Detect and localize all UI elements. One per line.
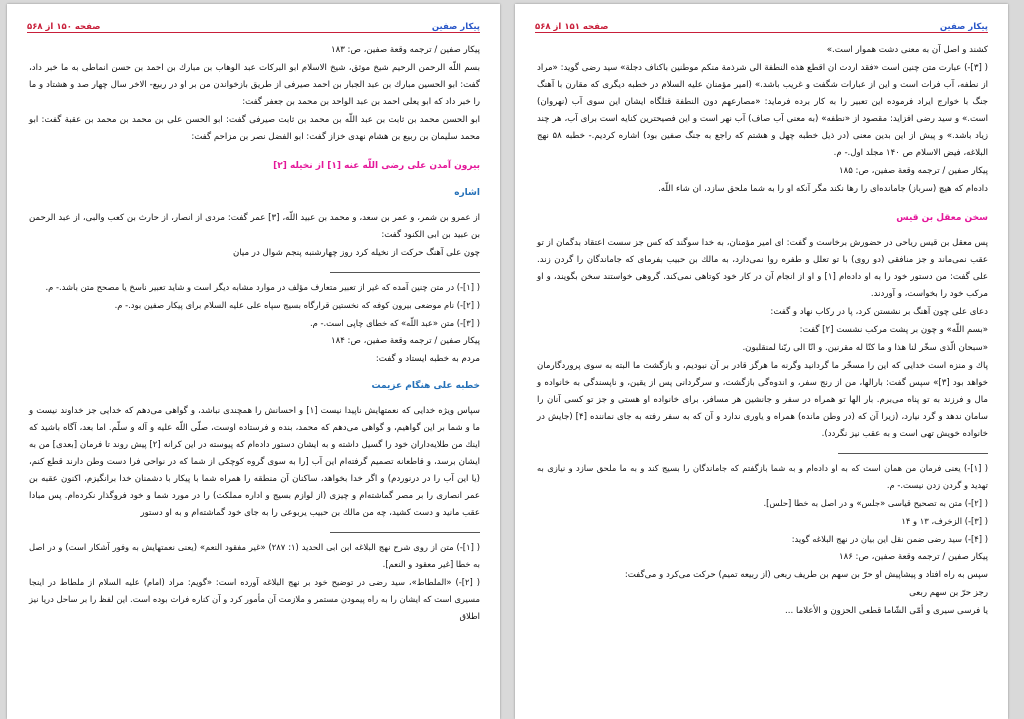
page-text — [29, 42, 480, 719]
paragraph: يا فرسى سيرى و أمّى الشّاما قطعى الحزون و الأعلاما ... — [785, 606, 988, 616]
paragraph: مردم به خطبه ايستاد و گفت: — [375, 354, 480, 364]
paragraph: پیکار صفین / ترجمه وقعة صفین، ص: ۱۸۶ — [838, 552, 988, 562]
footnote: ( [۱]-) در متن چنين آمده كه غير از تعبير متعارف مؤلف در موارد مشابه ديگر است و شايد تعبير ناسخ يا مصحح متن باشد.- م. — [45, 282, 480, 292]
paragraph: سپاس ويژه خدايى كه نعمتهايش ناپيدا نيست [۱] و احسانش را همچندى نباشد، و گواهى مى‌دهم كه خدايى جز خداوند نيست و ما و شما بر اين گواهيم، و گواهى مى‌دهم كه محمد، بنده و فرستاده اوست، صلّى اللّه عليه و آله و سلّم. اما بعد، آگاه باشيد كه اينك من طلايه‌داران خود را گسيل داشته و به ايشان دستور داده‌ام كه پيوسته در اين كرانه [۲] پيش روند تا فرمان [بعدى] من به ايشان برسد، و قاطعانه تصميم گرفته‌ام اين آب [را به سوى گروه كوچكى از شما كه در نواحى فرا دست وطن دارند قطع كنم، (يا اين آب را در درنوردم) و اگر خدا بخواهد، ساكنان آن منطقه را همراه شما با پيكار با دشمنان خدا برانگيزم، اكنون عقبه بن عمر انصارى را بر مصر گماشته‌ام و چيزى (از لوازم بسيج و اداره مملكت) را در مورد شما و خود فروگذار نكرده‌ام. پس مبادا عقب مانيد و دست كشيد، چه من مالك بن حبيب يربوعى را به جاى خود گماشته‌ام و به او دستور — [29, 406, 481, 518]
page-left — [7, 4, 500, 719]
footnote: ( [۱]-) يعنى فرمان من همان است كه به او داده‌ام و به شما بازگفتم كه جاماندگان را بسيج كند و به ما ملحق سازد و نيازى به تهديد و گردن زدن نيست.- م. — [537, 463, 988, 490]
footnote: ( [۴]-) سيد رضى ضمن نقل اين بيان در نهج البلاغه گويد: — [791, 534, 988, 544]
footnote: ( [۲]-) متن به تصحيح قياسى «جلس» و در اصل به خطا [حلس]. — [763, 498, 988, 508]
paragraph: كشند و اصل آن به معنى دشت هموار است.» — [826, 45, 988, 55]
paragraph: پیکار صفین / ترجمه وقعة صفین، ص: ۱۸۴ — [330, 336, 480, 346]
header-book-title: پیکار صفین — [939, 22, 988, 32]
page-right — [515, 4, 1008, 719]
paragraph: سپس به راه افتاد و پيشاپيش او حرّ بن سهم بن طريف ربعى (از ربيعه تميم) حركت مى‌كرد و مى‌گفت: — [624, 570, 988, 580]
page-text — [537, 42, 988, 719]
paragraph: چون على آهنگ حركت از نخيله كرد روز چهارشنبه پنجم شوال در ميان — [232, 248, 480, 258]
paragraph: «سبحان الّذى سخّر لنا هذا و ما كنّا له مقرنين. و انّا الى ربّنا لمنقلبون. — [742, 343, 988, 353]
page-header — [27, 16, 480, 33]
section-heading: سخن معقل بن قيس — [896, 213, 988, 223]
footnote: ( [۳]-) متن «عبد اللّه» كه خطاى چاپى است.- م. — [309, 318, 480, 328]
paragraph: دعاى على چون آهنگ بر نشستن كرد، پا در ركاب نهاد و گفت: — [770, 307, 988, 317]
paragraph: از عمرو بن شمر، و عمر بن سعد، و محمد بن عبيد اللّه، [۳] عمر گفت: مردى از انصار، از حارث بن كعب والبى، از عبد الرحمن بن عبيد بن ابى الكنود گفت: — [29, 213, 480, 240]
footnote: ( [۲]-) «الملطاط»، سيد رضى در توضيح خود بر نهج البلاغه آورده است: «گويم: مراد (امام) عليه السلام از ملطاط در اينجا مسيرى است كه ايشان را به راه پيمودن مستمر و ملازمت آن مأمور كرد و آن كناره فرات بوده است. اين لفظ را بر ساحل دريا نيز اطلاق — [29, 577, 480, 621]
paragraph: ( [۳]-) عبارت متن چنين است «فقد اردت ان اقطع هذه النطفة الى شرذمة منكم موطنين باكناف دجلة» سيد رضى گويد: «مراد از نطفه، آب فرات است و اين از عبارات شگفت و غريب باشد.» (امير مؤمنان عليه السلام در خطبه ديگرى كه مقارن با آهنگ جنگ با خوارج ايراد فرموده اين تعبير را به كار برده فرمايد: «مصارعهم دون النطفة قتلگاه ايشان اين سوى آب (نهروان) است.» و سيد رضى افزايد: مقصود از «نطفه» (به معنى آب صاف) آب نهر است و اين فصيحترين كنايه است براى آب، هر چند زياد باشد.» و پيش از اين بدين معنى (در ذيل خطبه چهل و هشتم كه راجع به جنگ صفين بود) اشاره كرديم.- خطبه ۵۸ نهج البلاغه، فيض الاسلام ص ۱۴۰ مجلد اول.- م. — [537, 63, 988, 158]
footnote: ( [۲]-) نام موضعى بيرون كوفه كه نخستين قرارگاه بسيج سپاه على عليه السلام براى پيكار صفين بود.- م. — [114, 300, 480, 310]
paragraph: «بسم اللّه» و چون بر پشت مركب نشست [۲] گفت: — [799, 325, 988, 335]
paragraph: پیکار صفین / ترجمه وقعة صفین، ص: ۱۸۳ — [330, 45, 480, 55]
paragraph: پیکار صفین / ترجمه وقعة صفین، ص: ۱۸۵ — [838, 166, 988, 176]
page-header — [535, 16, 988, 33]
subsection-heading: اشاره — [454, 188, 480, 198]
header-page-number: صفحه ۱۵۰ از ۵۶۸ — [27, 22, 101, 32]
section-heading: بيرون آمدن على رضى اللّه عنه [۱] از نخيله [۲] — [273, 161, 480, 171]
paragraph: پس معقل بن قيس رياحى در حضورش برخاست و گفت: اى امير مؤمنان، به خدا سوگند كه كس جز سست اعتقاد بدگمان از تو عقب نمى‌ماند و جز منافقى (دو روى) با تو تعلل و طفره روا نمى‌دارد، به مالك بن حبيب بفرماى كه جاماندگان را گردن زند. على گفت: من دستور خود را به او داده‌ام [۱] و او از انجام آن در كار خود كوتاهى نمى‌كند. گروهى خواستند سخن بگويند، و او مركب خود را بخواست، و آوردند. — [537, 238, 988, 299]
header-book-title: پیکار صفین — [431, 22, 480, 32]
subsection-heading: خطبه على هنگام عزيمت — [371, 381, 480, 391]
footnote-separator — [330, 272, 480, 273]
paragraph: پاك و منزه است خدايى كه اين را مسخّر ما گردانيد وگرنه ما هرگز قادر بر آن نبوديم، و بازگشت ما البته به سوى پروردگارمان خواهد بود [۳]» سپس گفت: بارالها، من از رنج سفر، و اندوه‌گى بازگشت، و سرگردانى پس از يقين، و ناپسندگى به خانواده و مال و فرزند به تو پناه مى‌برم. بار الها تو همراه در سفر و جانشين هر مسافر، براى خانواده او هستى و جز تو كسى آنان را سامان ندهد و گرد نيارد، (زيرا آن كه (در وطن مانده) همراه و ياورى ندارد و آن كه به سفر رفته به جاى نماننده [۴] (جايش در خانواده خويش تهى است و به عقب نيز نگردد). — [537, 361, 988, 439]
footnote-separator — [838, 453, 988, 454]
footnote-separator — [330, 532, 480, 533]
header-page-number: صفحه ۱۵۱ از ۵۶۸ — [535, 22, 609, 32]
paragraph: ابو الحسن محمد بن ثابت بن عبد اللّه بن محمد بن ثابت صيرفى گفت: ابو الحسن على بن محمد بن محمد بن عقبة گفت: ابو محمد سليمان بن ربيع بن هشام نهدى خزاز گفت: ابو الفضل نصر بن مزاحم گفت: — [29, 115, 480, 142]
paragraph: داده‌ام كه هيچ (سرباز) جامانده‌اى را رها نكند مگر آنكه او را به شما ملحق سازد، ان شاء اللّه. — [658, 184, 988, 194]
footnote: ( [۳]-) الزخرف، ۱۳ و ۱۴ — [901, 516, 988, 526]
footnote: ( [۱]-) متن از روى شرح نهج البلاغه ابن ابى الحديد (۱: ۲۸۷) «غير مفقود النعم» (يعنى نعمتهايش به وفور آشكار است) و در اصل به خطا [غير معقود و النعم]. — [29, 542, 481, 569]
paragraph: بسم اللّه الرحمن الرحيم شيخ موثق، شيخ الاسلام ابو البركات عبد الوهاب بن مبارك بن احمد بن حسن انماطى به ما خبر داد، گفت: ابو الحسين مبارك بن عبد الجبار بن احمد صيرفى از طريق بازخواندن من بر او در ربيع- الاخر سال چهار صد و هشتاد و ما را خبر داد كه ابو يعلى احمد بن عبد الواحد بن محمد بن جعفر گفت: — [29, 63, 480, 107]
paragraph: رجز حرّ بن سهم ربعى — [909, 588, 988, 598]
